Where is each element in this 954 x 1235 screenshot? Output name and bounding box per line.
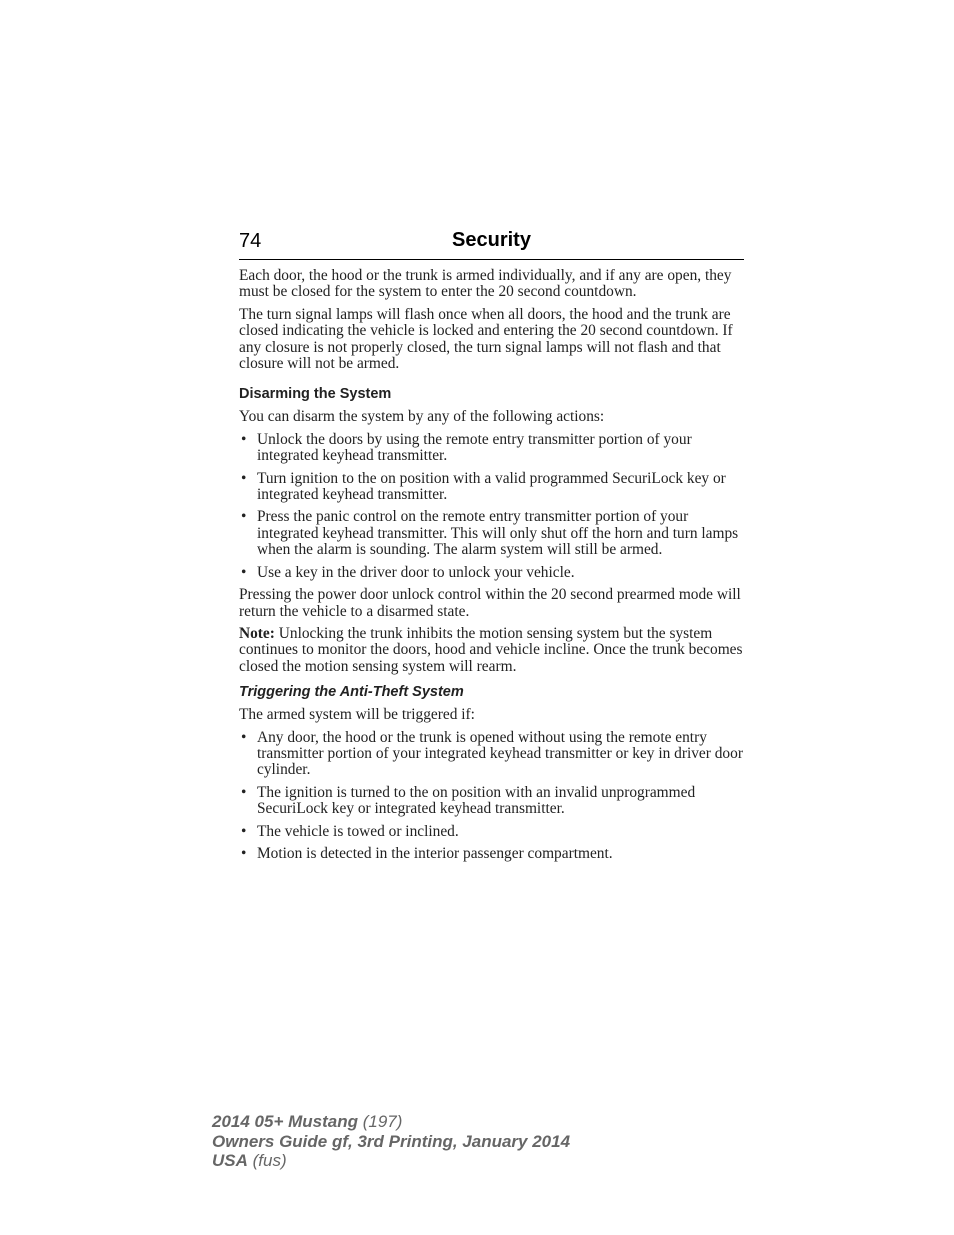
intro-paragraph: The turn signal lamps will flash once when all doors, the hood and the trunk are closed indicating the vehicle is locked and entering the 20 second countdown. If any closure is not properly closed, the turn signal lamps will not flash and that closure will not be armed. (239, 305, 733, 373)
triggering-intro: The armed system will be triggered if: (239, 706, 475, 724)
triggering-heading: Triggering the Anti-Theft System (239, 684, 464, 701)
list-item: • Any door, the hood or the trunk is opened without using the remote entry transmitter portion of your integrated keyhead transmitter or key in driver door cylinder. (239, 730, 745, 779)
note-paragraph (239, 626, 745, 675)
page-footer (212, 1112, 570, 1171)
list-item: • The ignition is turned to the on position with an invalid unprogrammed SecuriLock key or integrated keyhead transmitter. (239, 785, 745, 818)
page-header (239, 228, 744, 260)
footer-line-model (212, 1112, 570, 1132)
footer-model: 2014 05+ Mustang (212, 1112, 358, 1131)
footer-line-guide (212, 1132, 570, 1152)
list-item: • Unlock the doors by using the remote entry transmitter portion of your integrated keyhead transmitter. (239, 432, 745, 465)
footer-code: (197) (358, 1112, 403, 1131)
disarming-intro: You can disarm the system by any of the following actions: (239, 408, 605, 426)
page-body (239, 268, 745, 868)
list-item: • Motion is detected in the interior passenger compartment. (239, 846, 745, 862)
page-number: 74 (239, 230, 262, 252)
note-text: Unlocking the trunk inhibits the motion sensing system but the system continues to monitor the doors, hood and vehicle incline. Once the trunk becomes closed the motion sensing system will rearm. (239, 624, 743, 675)
list-item: • Turn ignition to the on position with a valid programmed SecuriLock key or integrated keyhead transmitter. (239, 471, 745, 504)
section-title: Security (452, 229, 531, 251)
disarming-heading: Disarming the System (239, 386, 392, 403)
footer-market: USA (212, 1151, 248, 1170)
intro-paragraph: Each door, the hood or the trunk is armed individually, and if any are open, they must be closed for the system to enter the 20 second countdown. (239, 267, 732, 301)
list-item: • Press the panic control on the remote entry transmitter portion of your integrated keyhead transmitter. This will only shut off the horn and turn lamps when the alarm is sounding. The alarm system will still be armed. (239, 509, 745, 558)
note-label: Note: (239, 624, 275, 642)
footer-market-code: (fus) (247, 1151, 287, 1170)
list-item: • The vehicle is towed or inclined. (239, 824, 745, 840)
disarming-after-text: Pressing the power door unlock control within the 20 second prearmed mode will return the vehicle to a disarmed state. (239, 586, 741, 620)
triggering-list (239, 730, 745, 863)
list-item: • Use a key in the driver door to unlock your vehicle. (239, 565, 745, 581)
footer-line-market (212, 1151, 570, 1171)
footer-guide: Owners Guide gf, 3rd Printing, January 2014 (212, 1131, 571, 1151)
disarming-list (239, 432, 745, 581)
